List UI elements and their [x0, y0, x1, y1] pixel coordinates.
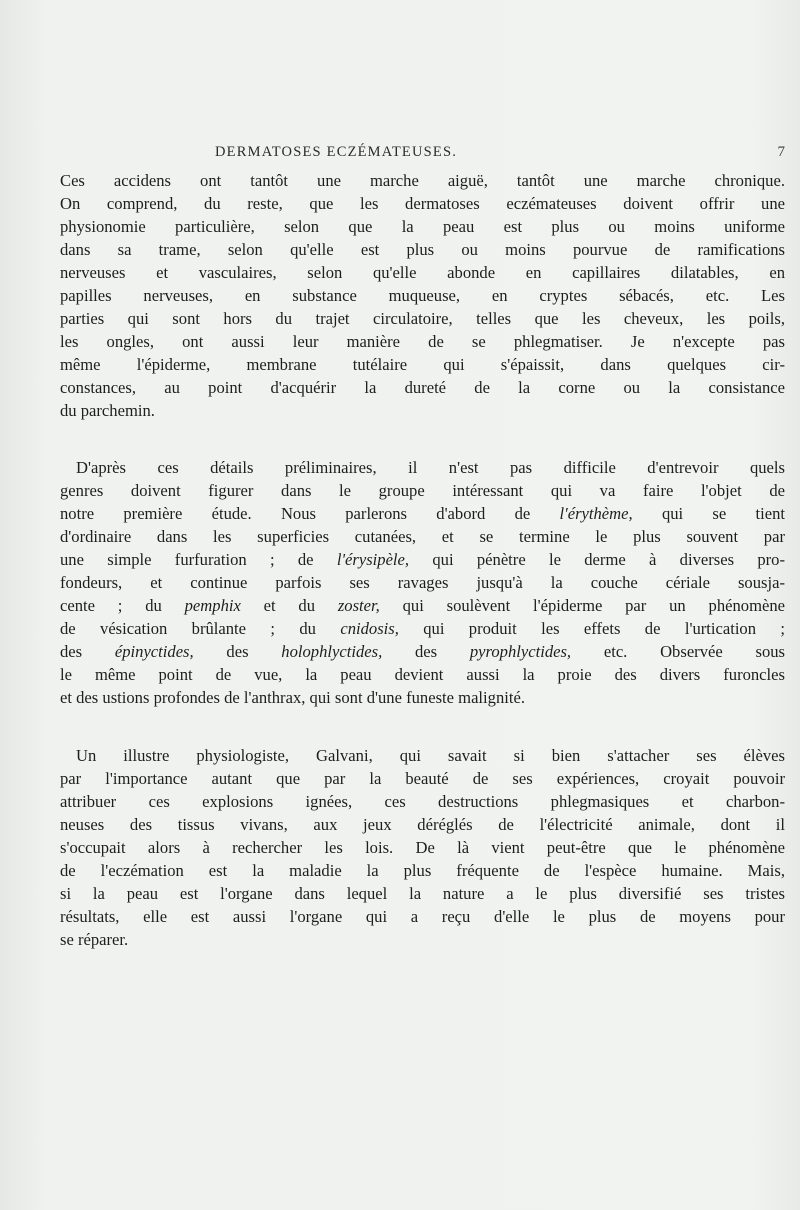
text-line: Un illustre physiologiste, Galvani, qui savait si bien s'attacher ses élèves: [76, 746, 785, 765]
text-line: fondeurs, et continue parfois ses ravages jusqu'à la couche cériale sousja-: [60, 573, 785, 592]
italic-term: l'érysipèle,: [336, 550, 410, 569]
text-run: des: [382, 642, 470, 661]
text-line: si la peau est l'organe dans lequel la nature a le plus diversifié ses tristes: [60, 884, 785, 903]
text-line: [60, 617, 785, 640]
paragraph-spacer: [60, 422, 785, 456]
text-run: qui produit les effets de l'urtication ;: [398, 619, 785, 638]
text-line: résultats, elle est aussi l'organe qui a reçu d'elle le plus de moyens pour: [60, 907, 785, 926]
text-line: attribuer ces explosions ignées, ces destructions phlegmasiques et charbon-: [60, 792, 785, 811]
text-line: et des ustions profondes de l'anthrax, qui sont d'une funeste malignité.: [60, 688, 525, 707]
page-number: 7: [777, 144, 785, 160]
text-line: du parchemin.: [60, 401, 155, 420]
text-run: qui se tient: [632, 504, 786, 523]
text-line: se réparer.: [60, 930, 129, 949]
italic-term: l'érythème,: [559, 504, 633, 523]
text-line: constances, au point d'acquérir la dureté de la corne ou la consistance: [60, 378, 785, 397]
text-line: s'occupait alors à rechercher les lois. De là vient peut-être que le phénomène: [60, 838, 785, 857]
text-line: dans sa trame, selon qu'elle est plus ou moins pourvue de ramifications: [60, 240, 785, 259]
italic-term: holophlyctides,: [281, 642, 383, 661]
text-line: [60, 502, 785, 525]
text-line: de l'eczémation est la maladie la plus fréquente de l'espèce humaine. Mais,: [60, 861, 785, 880]
text-line: [60, 640, 785, 663]
text-line: genres doivent figurer dans le groupe intéressant qui va faire l'objet de: [60, 481, 785, 500]
text-line: [60, 548, 785, 571]
text-line: même l'épiderme, membrane tutélaire qui s'épaissit, dans quelques cir-: [60, 355, 785, 374]
paragraph-1: [60, 169, 785, 422]
body-text: [60, 169, 785, 951]
text-line: le même point de vue, la peau devient aussi la proie des divers furoncles: [60, 665, 785, 684]
running-title: DERMATOSES ECZÉMATEUSES.: [215, 144, 458, 160]
text-line: d'ordinaire dans les superficies cutanées, et se termine le plus souvent par: [60, 527, 785, 546]
text-line: papilles nerveuses, en substance muqueuse, en cryptes sébacés, etc. Les: [60, 286, 785, 305]
paragraph-spacer: [60, 709, 785, 744]
text-run: de vésication brûlante ; du: [60, 619, 341, 638]
italic-term: pyrophlyctides,: [469, 642, 572, 661]
text-run: une simple furfuration ; de: [60, 550, 337, 569]
text-line: [60, 594, 785, 617]
text-line: les ongles, ont aussi leur manière de se phlegmatiser. Je n'excepte pas: [60, 332, 785, 351]
text-line: On comprend, du reste, que les dermatoses eczémateuses doivent offrir une: [60, 194, 785, 213]
text-run: etc. Observée sous: [571, 642, 785, 661]
text-line: Ces accidens ont tantôt une marche aiguë, tantôt une marche chronique.: [60, 171, 785, 190]
text-line: nerveuses et vasculaires, selon qu'elle abonde en capillaires dilatables, en: [60, 263, 785, 282]
text-run: des: [193, 642, 282, 661]
text-line: neuses des tissus vivans, aux jeux déréglés de l'électricité animale, dont il: [60, 815, 785, 834]
text-line: physionomie particulière, selon que la peau est plus ou moins uniforme: [60, 217, 785, 236]
text-run: cente ; du: [60, 596, 185, 615]
text-line: D'après ces détails préliminaires, il n'est pas difficile d'entrevoir quels: [76, 458, 785, 477]
text-run: notre première étude. Nous parlerons d'abord de: [60, 504, 560, 523]
italic-term: épinyctides,: [114, 642, 194, 661]
text-line: par l'importance autant que par la beauté de ses expériences, croyait pouvoir: [60, 769, 785, 788]
text-run: et du: [240, 596, 338, 615]
text-line: parties qui sont hors du trajet circulatoire, telles que les cheveux, les poils,: [60, 309, 785, 328]
text-run: des: [60, 642, 115, 661]
text-run: qui soulèvent l'épiderme par un phénomène: [379, 596, 786, 615]
paragraph-3: [60, 744, 785, 951]
text-run: qui pénètre le derme à diverses pro-: [409, 550, 786, 569]
italic-term: zoster,: [337, 596, 380, 615]
italic-term: pemphix: [184, 596, 241, 615]
paragraph-2: [60, 456, 785, 709]
italic-term: cnidosis,: [340, 619, 399, 638]
page-header: [60, 144, 785, 164]
